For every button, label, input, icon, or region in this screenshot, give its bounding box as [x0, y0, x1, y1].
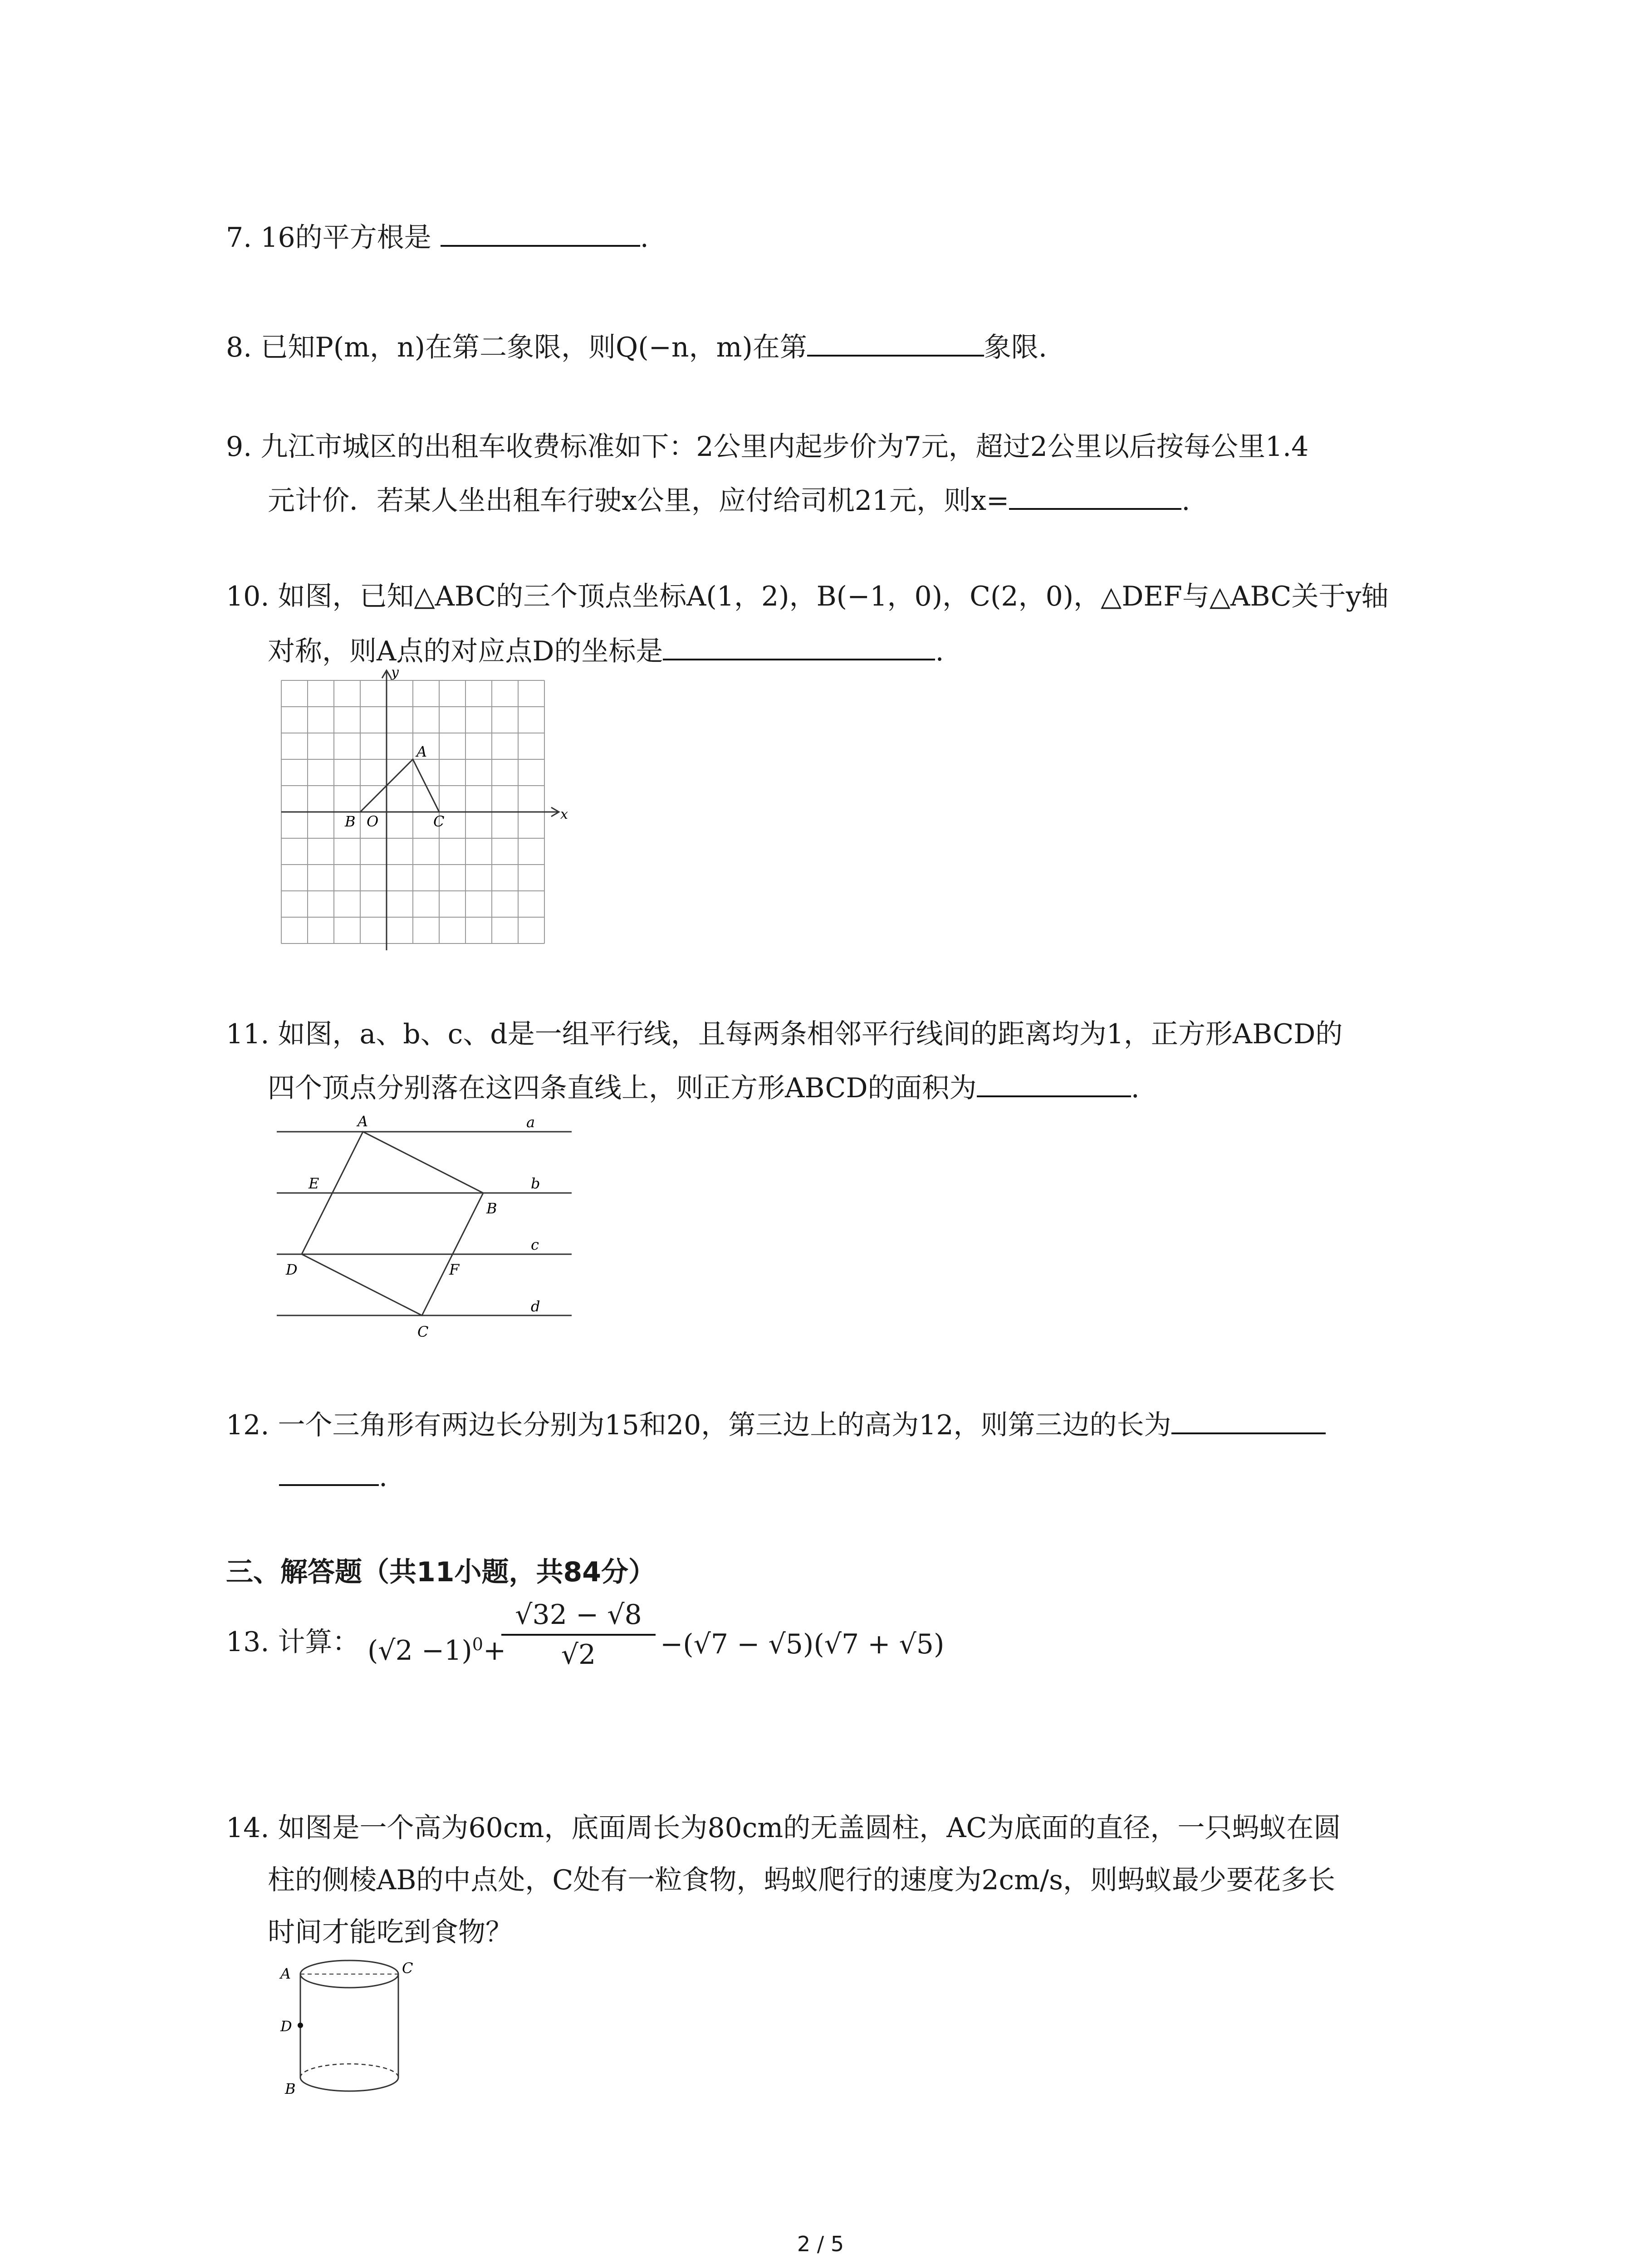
punct: . [1131, 1072, 1140, 1104]
line-d-label: d [531, 1298, 540, 1315]
line-a-label: a [526, 1114, 535, 1131]
question-12-line1 [226, 1405, 1326, 1443]
question-11-line1 [226, 1016, 1342, 1052]
formula-part: (√2 −1) [367, 1635, 472, 1667]
answer-blank[interactable] [1171, 1405, 1326, 1434]
question-text: 四个顶点分别落在这四条直线上，则正方形ABCD的面积为 [268, 1072, 977, 1104]
formula-fraction [501, 1597, 656, 1673]
point-d [298, 2023, 303, 2028]
question-number: 9. [226, 431, 252, 463]
formula-plus: + [483, 1635, 506, 1667]
parallel-lines [277, 1132, 572, 1315]
question-number: 7. [226, 222, 252, 254]
question-number: 11. [226, 1018, 269, 1050]
question-text: 如图，已知△ABC的三个顶点坐标A(1，2)，B(−1，0)，C(2，0)，△DEF与△ABC关于y轴 [278, 581, 1389, 612]
figure-10-coordinate-grid [272, 667, 572, 957]
point-d-label: D [280, 2018, 292, 2035]
fraction-numerator: √32 − √8 [515, 1599, 642, 1631]
cylinder-bottom-front [300, 2077, 398, 2091]
point-f-label: F [449, 1261, 460, 1278]
question-number: 8. [226, 332, 252, 363]
point-a-label: A [416, 743, 427, 760]
punct: . [935, 635, 944, 667]
fraction-denominator: √2 [561, 1639, 596, 1671]
question-number: 13. [226, 1626, 269, 1658]
question-text: 如图是一个高为60cm，底面周长为80cm的无盖圆柱，AC为底面的直径，一只蚂蚁在圆 [278, 1812, 1341, 1844]
line-b-label: b [531, 1175, 540, 1192]
answer-blank[interactable] [1009, 481, 1181, 510]
question-text: 如图，a、b、c、d是一组平行线，且每两条相邻平行线间的距离均为1，正方形ABCD的 [278, 1018, 1343, 1050]
y-axis-label: y [391, 667, 399, 680]
question-12-line2 [279, 1457, 387, 1495]
question-9-line1 [226, 429, 1308, 465]
point-b-label: B [486, 1200, 497, 1217]
answer-blank[interactable] [977, 1068, 1131, 1097]
square-abcd [302, 1132, 483, 1315]
question-8 [226, 327, 1047, 366]
question-14-line1 [226, 1810, 1341, 1846]
question-9-line2 [268, 481, 1190, 519]
point-d-label: D [286, 1261, 298, 1278]
page-number: 2 / 5 [797, 2232, 844, 2256]
question-7 [226, 218, 649, 256]
formula-term-1 [367, 1626, 506, 1669]
answer-blank[interactable] [441, 218, 640, 247]
point-b-label: B [345, 813, 356, 830]
question-text: 一个三角形有两边长分别为15和20，第三边上的高为12，则第三边的长为 [278, 1409, 1171, 1441]
question-number: 14. [226, 1812, 269, 1844]
answer-blank[interactable] [807, 327, 984, 357]
question-text: 对称，则A点的对应点D的坐标是 [268, 635, 663, 667]
origin-label: O [367, 813, 379, 830]
question-11-line2 [268, 1068, 1140, 1106]
question-13 [226, 1624, 360, 1660]
line-c-label: c [531, 1236, 539, 1253]
figure-11-parallel-lines-square [272, 1114, 581, 1354]
question-text: 16的平方根是 [260, 222, 431, 254]
question-text-end: 象限. [984, 332, 1047, 363]
punct: . [379, 1461, 388, 1493]
point-a-label: A [358, 1114, 368, 1130]
question-text: 已知P(m，n)在第二象限，则Q(−n，m)在第 [260, 332, 807, 363]
section-3-title: 三、解答题（共11小题，共84分） [226, 1556, 656, 1588]
punct: . [640, 222, 649, 254]
punct: . [1181, 485, 1190, 517]
question-14-line2: 柱的侧棱AB的中点处，C处有一粒食物，蚂蚁爬行的速度为2cm/s，则蚂蚁最少要花多长 [268, 1864, 1336, 1896]
question-text: 九江市城区的出租车收费标准如下：2公里内起步价为7元，超过2公里以后按每公里1.4 [260, 431, 1309, 463]
point-e-label: E [309, 1175, 319, 1192]
cylinder-bottom-back [300, 2064, 398, 2077]
fraction-bar [501, 1634, 656, 1636]
point-c-label: C [402, 1960, 413, 1977]
answer-blank[interactable] [663, 631, 935, 660]
question-10-line1 [226, 578, 1388, 615]
question-number: 12. [226, 1409, 269, 1441]
question-14-line3: 时间才能吃到食物？ [268, 1916, 513, 1948]
question-text: 元计价．若某人坐出租车行驶x公里，应付给司机21元，则x= [268, 485, 1009, 517]
question-label: 计算： [278, 1626, 360, 1658]
point-c-label: C [433, 813, 445, 830]
formula-term-3: −(√7 − √5)(√7 + √5) [660, 1628, 945, 1660]
question-number: 10. [226, 581, 269, 612]
point-c-label: C [417, 1323, 429, 1340]
answer-blank-continued[interactable] [279, 1457, 379, 1486]
x-axis-label: x [560, 807, 568, 822]
formula-exponent: 0 [472, 1634, 483, 1654]
point-b-label: B [285, 2080, 296, 2097]
figure-14-cylinder [272, 1950, 436, 2105]
point-a-label: A [280, 1965, 291, 1982]
question-10-line2 [268, 631, 944, 670]
